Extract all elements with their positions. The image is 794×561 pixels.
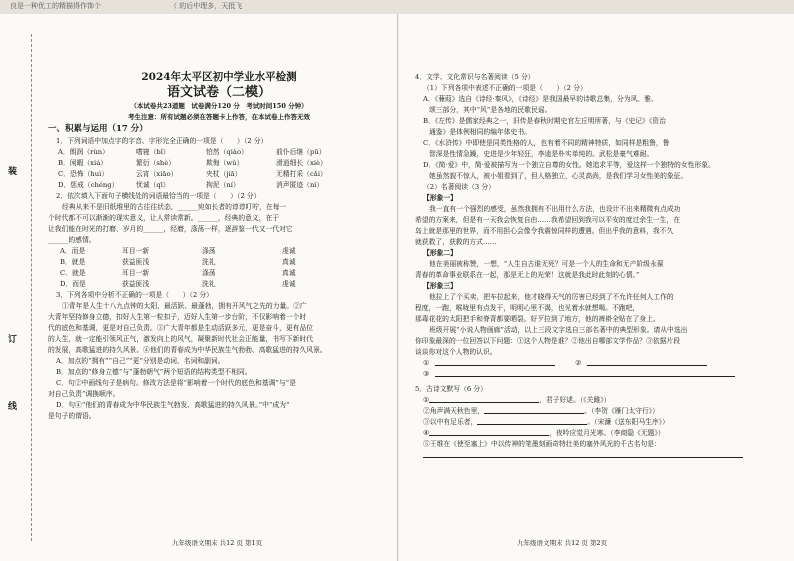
q2-b-3: 洗礼: [202, 258, 216, 266]
q2-d-1: D．而是: [60, 280, 86, 288]
frag1-label: 【形象一】: [423, 194, 457, 202]
q5-line: [415, 417, 783, 428]
q3-option: A．加点的“拥有”“自己”“更”分别是动词、名词和副词。: [56, 357, 225, 365]
binding-margin: [0, 14, 42, 561]
frag3-line: 他拉上了个买卖，把车拉起来，他才晓得天气的厉害已经到了不允许任何人工作的: [429, 293, 674, 301]
exam-title: 2024年太平区初中学业水平检测: [141, 71, 297, 83]
q1-d-1: D．惩戒（chéng）: [58, 181, 119, 189]
left-page-footer: 九年级语文期末 共12 页 第1页: [172, 539, 263, 547]
q5-line3-pre: ③以中有足乐者，: [423, 418, 478, 426]
q5-blank-5[interactable]: [423, 450, 743, 458]
frag-task-line: 谈谈你对这个人物的认识。: [415, 348, 497, 356]
q2-passage-line: 经典从来不是旧纸堆里的古往往状态，______宛如长者的谆谆叮咛，在每一: [62, 203, 287, 211]
q2-c-1: C．就是: [60, 269, 86, 277]
section-1-heading: 一、积累与运用（17 分）: [48, 124, 148, 134]
q5-line2-post: 。（李贺《雁门太守行》）: [584, 407, 659, 415]
q2-d-3: 洗礼: [202, 280, 216, 288]
q2-c-4: 真诚: [282, 269, 296, 277]
q1-c-1: C．恐怖（huì）: [58, 170, 109, 178]
q3-option-cont: 对自己负责”调换顺序。: [48, 390, 120, 398]
q2-option-row: [48, 268, 390, 279]
q3-passage-line: 大青年坚持修身立德，扣好人生第一粒扣子，迈好人生第一步台阶，不仅影响着一个时: [48, 313, 307, 321]
q5-line: [415, 428, 783, 439]
answer-blank-1[interactable]: [435, 358, 555, 366]
q1-d-3: 拘泥（ní）: [206, 181, 240, 189]
q1-stem: 1．下列词语中加点字的字音、字形完全正确的一项是（ ）（2 分）: [56, 137, 268, 145]
binding-char-xian: 线: [8, 402, 18, 412]
q2-passage-line: ______的感情。: [48, 236, 96, 244]
q5-line4-post: ，夜吟应觉月光寒。（李商隐《无题》）: [549, 429, 665, 437]
q4-option-cont: 智深是性情急躁，史进是少年轻狂，李逵是朴实单纯的。武松是豪气难耐。: [429, 150, 654, 158]
frag1-line: 就获救了，获救的方式……: [415, 238, 497, 246]
q2-d-2: 获益匪浅: [122, 280, 150, 288]
q4-option-cont: 她虽然貌不惊人，被小姐看到了，但人格独立，心灵高尚，是我们学习女性美的象征。: [429, 172, 688, 180]
q2-a-3: 涤荡: [202, 247, 216, 255]
q5-heading: 5．古诗文默写（6 分）: [415, 385, 487, 393]
q2-option-row: [48, 257, 390, 268]
blank-label-1: ①: [423, 359, 430, 367]
q1-c-2: 云宵（xiāo）: [136, 170, 178, 178]
q1-option-row: [48, 169, 390, 180]
q5-blank-2[interactable]: [484, 406, 584, 414]
binding-dashed-line: [31, 34, 32, 541]
top-strip-right-text: （ 的后中理多，天抵飞: [170, 2, 243, 10]
q4-option-cont: 通鉴》是体例相同的编年体史书。: [429, 128, 531, 136]
q1-d-2: 忧诚（qī）: [136, 181, 170, 189]
frag-task-line: 你印象最深的一位回答以下问题：①这个人物是谁？②他出自哪部文学作品？③依据片段: [415, 337, 681, 345]
exam-notice: 考生注意：所有试题必须在答题卡上作答，在本试卷上作答无效: [128, 113, 310, 121]
q1-a-2: 嗜寝（bǐ）: [136, 148, 170, 156]
frag3-line: 程度，一跑，喉咙里有点发干，明明心里不渴，也见着水就想喝。不跑吧，: [415, 304, 640, 312]
q2-b-1: B．就是: [60, 258, 86, 266]
binding-char-ding: 订: [8, 335, 18, 345]
frag1-line: 希望的方案来，但是有一天我会恢复自由……我希望回到我可以平安的度过余生一生，在: [415, 216, 681, 224]
frag3-label: 【形象三】: [423, 282, 457, 290]
frag2-line: 他在美丽被称赞，一想，“人生自古谁无死？可是一个人的生命和无产阶级永葆: [429, 260, 664, 268]
right-page-footer: 九年级语文期末 共12 页 第2页: [517, 539, 608, 547]
q1-b-2: 繁衍（shè）: [136, 159, 176, 167]
q3-passage-line: ①青年是人生十八九点钟的太阳，最活跃、最蓬勃，拥有开风气之先的力量。②广: [62, 302, 307, 310]
q5-blank-4[interactable]: [429, 428, 549, 436]
q2-d-4: 虔诚: [282, 280, 296, 288]
q3-option: B．加点的“修身立德”与“蓬勃朝气”两个短语的结构类型不相同。: [56, 368, 252, 376]
q1-c-4: 无精打采（cǎi）: [276, 170, 327, 178]
q1-a-3: 怕然（qiào）: [206, 148, 248, 156]
q4-sub2: （2）名著阅读（3 分）: [423, 183, 495, 191]
q4-option: A．《蒹葭》选自《诗经·秦风》，《诗经》是我国最早的诗歌总集，分为风、雅、: [423, 95, 658, 103]
q2-a-4: 虔诚: [282, 247, 296, 255]
q4-option: C．《水浒传》中即使是同类性格的人，也有着不同的精神特质，如同样是粗鲁，鲁: [423, 139, 670, 147]
q3-option: C．句②中画线句子是病句。修改方法是将“影响着一个时代的底色和基调”与“是: [56, 379, 296, 387]
q2-c-2: 耳目一新: [122, 269, 150, 277]
blank-label-3: ③: [423, 370, 430, 378]
left-page: [0, 14, 398, 561]
q1-option-row: [48, 147, 390, 158]
q2-stem: 2．依次填入下面句子横线处的词语最恰当的一项是（ ）（2 分）: [56, 192, 261, 200]
q1-b-3: 欺侮（wǔ）: [206, 159, 244, 167]
answer-blanks-row-2: [415, 369, 783, 380]
q2-a-1: A．而是: [60, 247, 86, 255]
q5-line2-pre: ②角声满天秋色里，: [423, 407, 485, 415]
q2-option-row: [48, 279, 390, 290]
q1-d-4: 消声匿迹（nì）: [276, 181, 324, 189]
left-page-content: [48, 70, 390, 422]
frag2-line: 青春的革命事业联系在一起，那是无上的光荣！这就是我此时此刻的心情。”: [415, 271, 640, 279]
q3-option-cont: 是句子的谓语。: [48, 412, 96, 420]
q1-a-4: 前仆后继（pū）: [276, 148, 326, 156]
q1-b-1: B．闲暇（xiá）: [58, 159, 108, 167]
q1-options: [48, 147, 390, 191]
frag3-line: 那毒花花的太阳把手和脊背都要晒裂。好歹拉到了地方，他的裤褂全贴在了身上。: [415, 315, 660, 323]
q1-option-row: [48, 158, 390, 169]
q1-c-3: 夹杖（jiā）: [206, 170, 242, 178]
q2-a-2: 耳目一新: [122, 247, 150, 255]
q2-b-2: 获益匪浅: [122, 258, 150, 266]
q5-line3-post: 。（宋濂《送东阳马生序》）: [587, 418, 669, 426]
q2-c-3: 涤荡: [202, 269, 216, 277]
top-strip-left-text: 良是一种优工的精描得作饰个: [10, 2, 101, 10]
q4-option: D．《简·爱》中，简·爱被描写为一个独立自尊的女性。她追求平等，爱这样一个独特的女性形象。: [423, 161, 715, 169]
q5-line4-pre: ④: [423, 429, 430, 437]
binding-char-zhuang: 装: [8, 167, 18, 177]
frag1-line: 岛上就是那里的世界，而不用担心会像令我震惊同样的遭遇。但出乎我的意料，我不久: [415, 227, 674, 235]
top-strip: [0, 0, 794, 14]
q2-option-row: [48, 246, 390, 257]
blank-label-2: ②: [575, 359, 582, 367]
q2-b-4: 真诚: [282, 258, 296, 266]
q2-passage-line: 让我们能在时光的打磨、岁月的______，经磨，涤荡一样，逐辞鉴一代又一代对它: [48, 225, 293, 233]
frag-task-line: 班级开展“小说人物画廊”活动，以上三段文字选自三部名著中的典型形象。请从中选出: [429, 326, 688, 334]
q5-last-line: ⑤王维在《使至塞上》中以传神的笔墨刻画奇特壮美的塞外风光的千古名句是：: [423, 440, 661, 448]
exam-info: （本试卷共23道题 试卷满分120 分 考试时间150 分钟）: [130, 102, 308, 110]
q5-line1-pre: ①: [423, 396, 430, 404]
q2-passage-line: 个时代都不可以渐渐的现实意义，让人常读常新。______，经典的意义，在于: [48, 214, 280, 222]
q5-blank-3[interactable]: [477, 417, 587, 425]
q4-option: B．《左传》是儒家经典之一，旧传是春秋时期史官左丘明所著，与《史记》《资治: [423, 117, 666, 125]
q5-blank-1[interactable]: [429, 395, 539, 403]
q3-passage-line: 的发展，高歌猛进的持久风景。④他们的青春成为中华民族生气勃勃、高歌猛进的持久风景。: [48, 346, 327, 354]
answer-blanks-row-1: [415, 358, 783, 369]
right-page-content: [415, 72, 783, 458]
right-page: [399, 14, 794, 561]
frag1-line: 我一直有一个强烈的感受，虽然我拥有不出用什么方法，也设计不出来精微有点成功: [429, 205, 681, 213]
frag2-label: 【形象二】: [423, 249, 457, 257]
q4-heading: 4．文学、文化常识与名著阅读（5 分）: [415, 73, 535, 81]
q1-a-1: A．朗润（rùn）: [58, 148, 109, 156]
exam-subtitle: 语文试卷（二模）: [166, 85, 271, 100]
q5-line: [415, 406, 783, 417]
q5-last-blank-row: [415, 450, 783, 458]
q5-line: [415, 395, 783, 406]
q1-b-4: 滑逍细长（xiè）: [276, 159, 327, 167]
answer-blank-3[interactable]: [435, 369, 735, 377]
q3-passage-line: 代的底色和基调，更是对自己负责。③广大青年都是生动活跃多元，更是奋斗，更有品位: [48, 324, 314, 332]
q2-options: [48, 246, 390, 290]
q3-stem: 3．下列各项中分析不正确的一项是（ ）（2 分）: [56, 291, 213, 299]
q5-line1-post: ，君子好逑。（《关雎》）: [539, 396, 611, 404]
answer-blank-2[interactable]: [587, 358, 707, 366]
q3-passage-line: 的人生，就一定能引领风正气，激发向上的风气，凝聚新时代社会正能量，书写下新时代: [48, 335, 314, 343]
q3-option: D．句④“他们的青春成为中华民族生气勃发、高歌猛进的持久风景。”中“成为”: [56, 401, 290, 409]
q4-option-cont: 颂三部分，其中“风”是各地的民歌民谣。: [429, 106, 552, 114]
q1-option-row: [48, 180, 390, 191]
q4-sub1: （1）下列各项中表述不正确的一项是（ ）（2 分）: [423, 84, 587, 92]
